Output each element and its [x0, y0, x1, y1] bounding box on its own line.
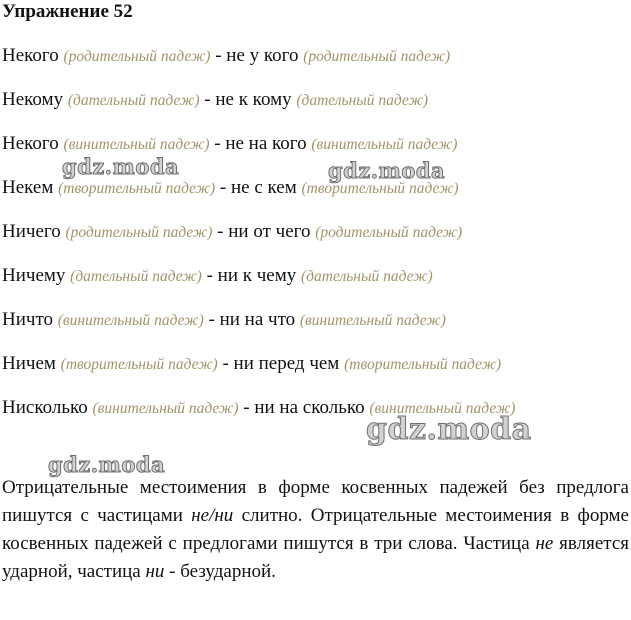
- list-item: [2, 308, 446, 333]
- list-item: [2, 44, 450, 69]
- case-label: (родительный падеж): [65, 224, 213, 241]
- list-item: [2, 88, 428, 113]
- rule-paragraph: [2, 474, 629, 586]
- pronoun-word: Ничему: [2, 265, 66, 286]
- prepositional-phrase: не с кем: [231, 177, 297, 198]
- case-label: (дательный падеж): [67, 92, 200, 109]
- case-label: (винительный падеж): [63, 136, 210, 153]
- prepositional-phrase: не к кому: [215, 89, 292, 110]
- case-label: (дательный падеж): [70, 268, 202, 285]
- pronoun-word: Нисколько: [2, 397, 88, 418]
- case-label: (творительный падеж): [344, 356, 502, 373]
- prepositional-phrase: не на кого: [225, 133, 307, 154]
- dash: -: [206, 265, 213, 286]
- pronoun-word: Некем: [2, 177, 54, 198]
- rule-text: - безударной.: [164, 561, 276, 582]
- case-label: (винительный падеж): [57, 312, 204, 329]
- case-label: (дательный падеж): [301, 268, 433, 285]
- case-label: (винительный падеж): [369, 400, 516, 417]
- rule-emphasis: не: [535, 533, 554, 554]
- watermark: gdz.moda: [62, 154, 180, 179]
- dash: -: [215, 45, 222, 66]
- watermark: gdz.moda: [48, 452, 166, 477]
- dash: -: [222, 353, 229, 374]
- list-item: [2, 220, 462, 245]
- dash: -: [208, 309, 215, 330]
- case-label: (винительный падеж): [299, 312, 446, 329]
- case-label: (дательный падеж): [296, 92, 429, 109]
- dash: -: [243, 397, 250, 418]
- pronoun-word: Ничто: [2, 309, 53, 330]
- rule-text: Отрицательные местоимения в форме косвенных падежей без предлога пишутся с частицами: [2, 477, 629, 526]
- watermark: gdz.moda: [366, 412, 532, 447]
- case-label: (винительный падеж): [311, 136, 458, 153]
- case-label: (родительный падеж): [303, 48, 451, 65]
- case-label: (родительный падеж): [315, 224, 463, 241]
- prepositional-phrase: ни к чему: [217, 265, 297, 286]
- pronoun-word: Ничем: [2, 353, 56, 374]
- pronoun-word: Ничего: [2, 221, 61, 242]
- list-item: [2, 264, 433, 289]
- dash: -: [214, 133, 221, 154]
- case-label: (творительный падеж): [58, 180, 216, 197]
- prepositional-phrase: ни на что: [219, 309, 296, 330]
- dash: -: [219, 177, 227, 198]
- prepositional-phrase: ни перед чем: [233, 353, 340, 374]
- rule-emphasis: ни: [145, 561, 165, 582]
- prepositional-phrase: не у кого: [226, 45, 299, 66]
- rule-text: является ударной, частица: [2, 533, 629, 582]
- watermark: gdz.moda: [328, 158, 446, 183]
- case-label: (винительный падеж): [92, 400, 239, 417]
- dash: -: [217, 221, 224, 242]
- prepositional-phrase: ни от чего: [228, 221, 311, 242]
- pronoun-word: Некому: [2, 89, 64, 110]
- case-label: (творительный падеж): [301, 180, 459, 197]
- list-item: [2, 352, 501, 377]
- dash: -: [204, 89, 211, 110]
- rule-text: слитно. Отрицательные местоимения в форме косвенных падежей с предлогами пишутся в три слова. Частица: [2, 505, 629, 554]
- case-label: (творительный падеж): [60, 356, 218, 373]
- page-title: Упражнение 52: [2, 1, 133, 22]
- pronoun-word: Некого: [2, 133, 59, 154]
- case-label: (родительный падеж): [63, 48, 211, 65]
- prepositional-phrase: ни на сколько: [254, 397, 365, 418]
- pronoun-word: Некого: [2, 45, 59, 66]
- rule-emphasis: не/ни: [191, 505, 234, 526]
